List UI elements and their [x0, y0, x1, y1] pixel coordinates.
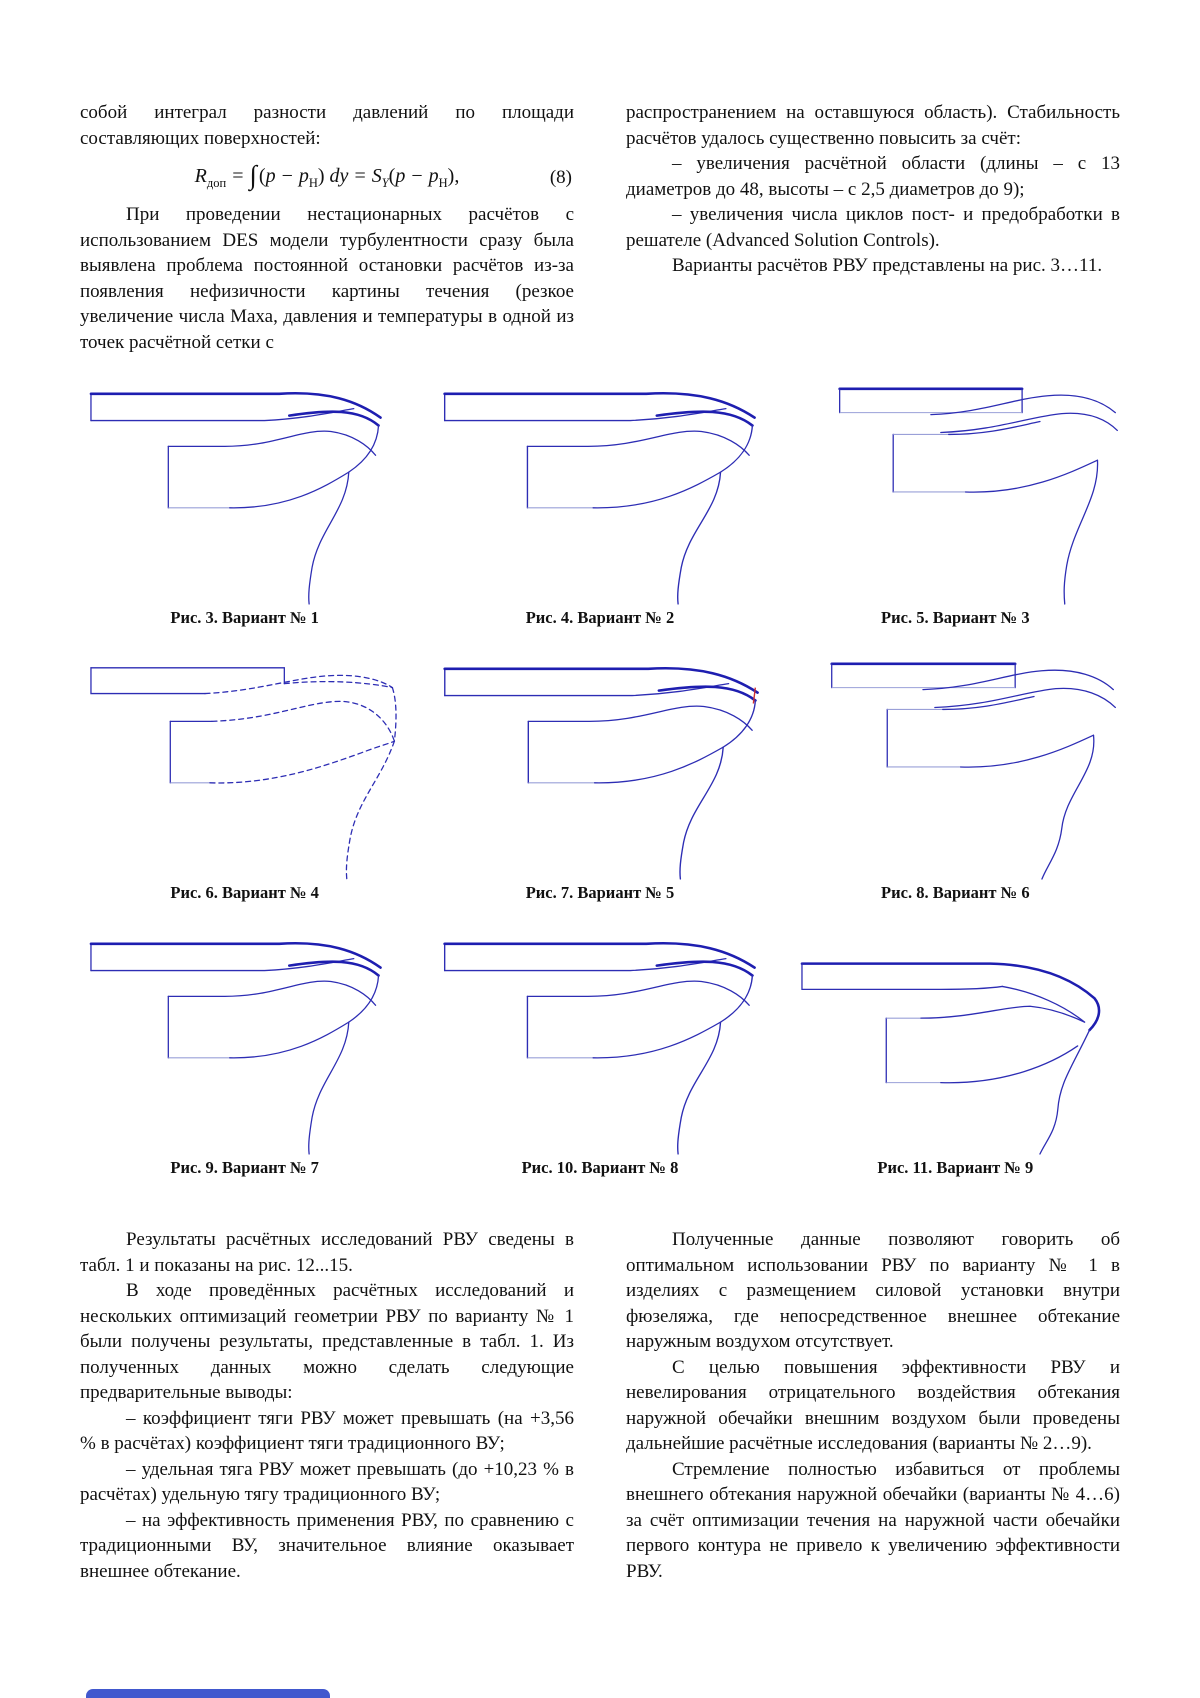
nozzle-drawing-variant-9	[791, 919, 1120, 1155]
formula-symbol: p	[298, 165, 309, 187]
formula-subscript: Н	[438, 176, 448, 190]
formula-subscript: доп	[206, 176, 227, 190]
figure-caption: Рис. 5. Вариант № 3	[881, 608, 1030, 627]
figure-7	[435, 644, 764, 904]
nozzle-drawing-variant-4	[80, 644, 409, 880]
figure-caption: Рис. 7. Вариант № 5	[525, 883, 675, 902]
paragraph: В ходе проведённых расчётных исследований и нескольких оптимизаций геометрии РВУ по варианту № 1 были получены результаты, представленные в табл. 1. Из полученных данных можно сделать следующие предварительные выводы:	[80, 1280, 574, 1403]
formula-operator: =	[232, 165, 244, 187]
bottom-text-section	[80, 1227, 1120, 1584]
formula-symbol: p	[265, 165, 276, 187]
list-item-paragraph: – увеличения расчётной области (длины – с 13 диаметров до 48, высоты – с 2,5 диаметров до 9);	[626, 153, 1120, 200]
nozzle-drawing-variant-3	[791, 369, 1120, 605]
figure-caption: Рис. 9. Вариант № 7	[170, 1158, 319, 1177]
figure-caption: Рис. 8. Вариант № 6	[881, 883, 1030, 902]
formula-symbol: dy	[329, 165, 349, 187]
equation-8	[80, 160, 574, 191]
figure-10	[435, 919, 764, 1179]
paragraph: Результаты расчётных исследований РВУ сведены в табл. 1 и показаны на рис. 12...15.	[80, 1229, 574, 1276]
formula-symbol: p	[428, 165, 439, 187]
figure-6	[80, 644, 409, 904]
paragraph: С целью повышения эффективности РВУ и невелирования отрицательного воздействия обтекания наружной обечайки внешним воздухом были проведены дальнейшие расчётные исследования (варианты № 2…9).	[626, 1356, 1120, 1454]
integral-sign: ∫	[249, 160, 257, 190]
nozzle-drawing-variant-8	[435, 919, 764, 1155]
list-item-paragraph: – увеличения числа циклов пост- и предобработки в решателе (Advanced Solution Controls).	[626, 204, 1120, 251]
formula-paren: ),	[447, 165, 460, 187]
formula-symbol: R	[194, 165, 207, 187]
figure-4	[435, 369, 764, 629]
paragraph: Стремление полностью избавиться от проблемы внешнего обтекания наружной обечайки (варианты № 4…6) за счёт оптимизации течения на наружной части обечайки первого контура не привело к увеличению эффективности РВУ.	[626, 1458, 1120, 1582]
nozzle-drawing-variant-1	[80, 369, 409, 605]
top-left-column	[80, 100, 574, 355]
figure-9	[80, 919, 409, 1179]
formula-symbol: p	[395, 165, 406, 187]
paragraph: собой интеграл разности давлений по площади составляющих поверхностей:	[80, 102, 574, 149]
nozzle-drawing-variant-5	[435, 644, 764, 880]
figure-grid	[80, 369, 1120, 1179]
figure-caption: Рис. 6. Вариант № 4	[170, 883, 319, 902]
figure-3	[80, 369, 409, 629]
figure-5	[791, 369, 1120, 629]
formula-paren: (	[388, 165, 396, 187]
figure-caption: Рис. 4. Вариант № 2	[525, 608, 675, 627]
figure-caption: Рис. 10. Вариант № 8	[521, 1158, 679, 1177]
nozzle-drawing-variant-7	[80, 919, 409, 1155]
paragraph: распространением на оставшуюся область). Стабильность расчётов удалось существенно повысить за счёт:	[626, 102, 1120, 149]
top-right-column	[626, 100, 1120, 355]
paragraph: Варианты расчётов РВУ представлены на рис. 3…11.	[672, 255, 1103, 276]
bottom-right-column	[626, 1227, 1120, 1584]
formula-subscript: Y	[381, 176, 389, 190]
equation-number: (8)	[549, 167, 572, 188]
formula-operator: −	[411, 165, 423, 187]
formula-symbol: S	[371, 165, 382, 187]
list-item-paragraph: – коэффициент тяги РВУ может превышать (на +3,56 % в расчётах) коэффициент тяги традиционного ВУ;	[80, 1407, 574, 1454]
figure-8	[791, 644, 1120, 904]
bottom-left-column	[80, 1227, 574, 1584]
figure-caption: Рис. 11. Вариант № 9	[877, 1158, 1034, 1177]
nozzle-drawing-variant-6	[791, 644, 1120, 880]
nozzle-drawing-variant-2	[435, 369, 764, 605]
paragraph: При проведении нестационарных расчётов с использованием DES модели турбулентности сразу была выявлена проблема постоянной остановки расчётов из-за появления нефизичности картины течения (резкое увеличение числа Маха, давления и температуры в одной из точек расчётной сетки с	[80, 204, 574, 353]
top-text-section	[80, 100, 1120, 355]
figure-caption: Рис. 3. Вариант № 1	[170, 608, 319, 627]
formula-paren: )	[317, 165, 325, 187]
formula-paren: (	[258, 165, 266, 187]
list-item-paragraph: – удельная тяга РВУ может превышать (до +10,23 % в расчётах) удельную тягу традиционного ВУ;	[80, 1458, 574, 1505]
list-item-paragraph: – на эффективность применения РВУ, по сравнению с традиционными ВУ, значительное влияние оказывает внешнее обтекание.	[80, 1509, 574, 1582]
formula-operator: −	[281, 165, 293, 187]
formula-operator: =	[354, 165, 366, 187]
figure-11	[791, 919, 1120, 1179]
paragraph: Полученные данные позволяют говорить об оптимальном использовании РВУ по варианту № 1 в изделиях с размещением силовой установки внутри фюзеляжа, где непосредственное внешнее обтекание наружным воздухом отсутствует.	[626, 1229, 1120, 1352]
cut-off-ui-element	[86, 1689, 330, 1698]
formula-subscript: Н	[308, 176, 318, 190]
